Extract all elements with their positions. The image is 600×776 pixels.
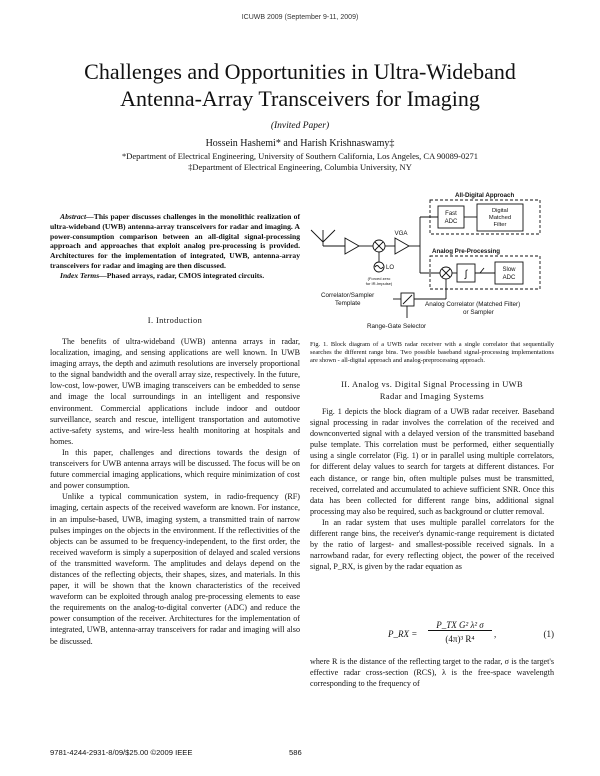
- equation-numerator: P_TX G² λ² σ: [428, 620, 492, 631]
- digital-mf-label: Digital: [491, 208, 509, 214]
- paragraph: Unlike a typical communication system, in radio-frequency (RF) imaging, certain aspects of the received waveform are known. For instance, in an impulse-based, UWB, imaging system, a transmitted train of narrow pulses impinges on the objects in the environment. If the reflectivities of the objects can be assumed to be frequency-independent, to the first order, the received waveform is simply a superposition of delayed and scaled versions of the transmitted waveform. The amplitudes and delays depend on the distances of the reflecting objects, their shapes, sizes, and materials. In this paper, it will be shown that the known characteristics of the received waveform can be exploited through analog pre-processing elements to ease the requirements on the analog-to-digital converter (ADC) and reduce the power consumption of the receiver. Architectures for the implementation of integrated, UWB, antenna-array transceivers for radar and imaging will also be discussed.: [50, 492, 300, 646]
- slow-adc-label: Slow: [502, 267, 516, 273]
- fast-adc-label: Fast: [445, 211, 457, 217]
- running-header: ICUWB 2009 (September 9-11, 2009): [241, 14, 359, 21]
- affiliation-1: *Department of Electrical Engineering, University of Southern California, Los Angeles, CA 90089-0271: [122, 151, 478, 161]
- analog-pre-label: Analog Pre-Processing: [432, 248, 501, 255]
- digital-mf-label: Matched: [488, 215, 512, 221]
- abstract: [50, 212, 300, 281]
- block-diagram-figure: [305, 188, 555, 332]
- digital-mf-label: Filter: [493, 222, 507, 228]
- analog-correlator-label: Analog Correlator (Matched Filter): [425, 301, 521, 308]
- vga-label: VGA: [394, 230, 408, 237]
- fast-adc-label: ADC: [444, 219, 458, 225]
- section-2-continuation: [310, 656, 554, 689]
- section-heading-line: II. Analog vs. Digital Signal Processing in UWB: [341, 380, 523, 389]
- section-1-body: [50, 336, 300, 647]
- index-terms-label: Index Terms—: [60, 270, 107, 280]
- equation-trail: ,: [494, 629, 497, 639]
- template-icon: [403, 295, 412, 304]
- abstract-text: This paper discusses challenges in the monolithic realization of ultra-wideband (UWB) antenna-array transceivers for radar and imaging. A power-consumption comparison between an all-digital signal-processing approach and approaches that exploit analog pre-processing is provided. Architectures for the implementation of integrated, UWB, antenna-array transceivers for radar and imaging are then discussed.: [50, 212, 300, 270]
- equation-lhs: P_RX =: [388, 629, 418, 639]
- correlator-label: Template: [335, 300, 361, 307]
- title-line: Challenges and Opportunities in Ultra-Wideband: [84, 59, 516, 84]
- analog-correlator-label: or Sampler: [463, 309, 494, 316]
- paragraph: The benefits of ultra-wideband (UWB) antenna arrays in radar, localization, imaging, and sensing applications are well known. In UWB imaging arrays, the depth and azimuth resolutions are inversely proportional to the signal bandwidth and the overall array size, respectively. In the future, low-cost, low-power, UWB imaging transceivers can be embedded to sense and image the local surroundings in an intelligent and responsive environment. Commercial applications include indoor and outdoor surveillance, search and rescue, intelligent transportation and automotive active-safety systems, and wire-less health monitoring at hospitals and homes.: [50, 337, 300, 446]
- abstract-label: Abstract—: [60, 212, 94, 221]
- lo-note: (Forced zero: [367, 276, 391, 281]
- section-heading: I. Introduction: [147, 316, 203, 325]
- title-line: Antenna-Array Transceivers for Imaging: [120, 86, 480, 111]
- sampler-switch-icon: [480, 268, 484, 273]
- figure-caption: Fig. 1. Block diagram of a UWB radar receiver with a single correlator that sequentially searches the different range bins. Two possible baseband signal-processing implementations are shown - all-digital approach and analog-preprocessing approach.: [310, 341, 554, 364]
- affiliation-2: ‡Department of Electrical Engineering, Columbia University, NY: [188, 162, 412, 172]
- sine-icon: [375, 266, 383, 269]
- paragraph: Fig. 1 depicts the block diagram of a UWB radar receiver. Baseband signal processing in radar involves the correlation of the received and downconverted signal with a delayed version of the transmitted baseband pulse template. This correlation must be performed, either sequentially using a single correlator (Fig. 1) or in parallel using multiple correlators, for different delay values to search for targets at different distances. For each distance, or range bin, often multiple pulses must be transmitted, received, correlated and accumulated to achieve sufficient SNR. Once this data has been collected for different range bins, additional signal processing may also be required, such as background or clutter removal.: [310, 407, 554, 516]
- section-2-body: [310, 406, 554, 572]
- range-gate-label: Range-Gate Selector: [367, 323, 427, 330]
- page-number: 586: [289, 748, 302, 757]
- slow-adc-label: ADC: [502, 275, 516, 281]
- section-heading-line: Radar and Imaging Systems: [379, 392, 485, 401]
- section-heading: [310, 379, 554, 403]
- index-terms-text: Phased arrays, radar, CMOS integrated circuits.: [106, 270, 265, 280]
- paragraph: where R is the distance of the reflecting target to the radar, σ is the target's effective radar cross-section (RCS), λ is the free-space wavelength corresponding to the frequency of: [310, 657, 554, 689]
- correlator-label: Correlator/Sampler: [321, 292, 375, 299]
- antenna-icon: [311, 230, 323, 242]
- paragraph: In this paper, challenges and directions towards the design of transceivers for UWB antenna arrays will be discussed. The focus will be on future commercial imaging applications, which require minimization of cost and power consumption.: [50, 447, 300, 491]
- vga-icon: [395, 238, 409, 254]
- paragraph: In an radar system that uses multiple parallel correlators for the different range bins, the receiver's dynamic-range requirement is dictated by the ratio of largest- and smallest-possible received signals. In a narrowband radar, for every reflecting object, the power of the received signal, P_RX, is given by the radar equation as: [310, 517, 554, 572]
- antenna-icon: [323, 230, 335, 242]
- paper-title: [40, 58, 560, 112]
- integral-icon: ∫: [464, 269, 468, 280]
- equation-denominator: (4π)³ R⁴: [445, 634, 475, 644]
- all-digital-label: All-Digital Approach: [455, 192, 515, 199]
- equation-1: [310, 620, 554, 650]
- all-digital-region: [430, 200, 540, 234]
- invited-note: (Invited Paper): [270, 121, 330, 131]
- lo-label: LO: [386, 265, 395, 271]
- copyright-footer: 9781-4244-2931-8/09/$25.00 ©2009 IEEE: [50, 748, 193, 757]
- lo-note: for IR-Impulse): [365, 281, 393, 286]
- lna-icon: [345, 238, 359, 254]
- equation-number: (1): [543, 629, 554, 639]
- authors: Hossein Hashemi* and Harish Krishnaswamy‡: [205, 138, 395, 149]
